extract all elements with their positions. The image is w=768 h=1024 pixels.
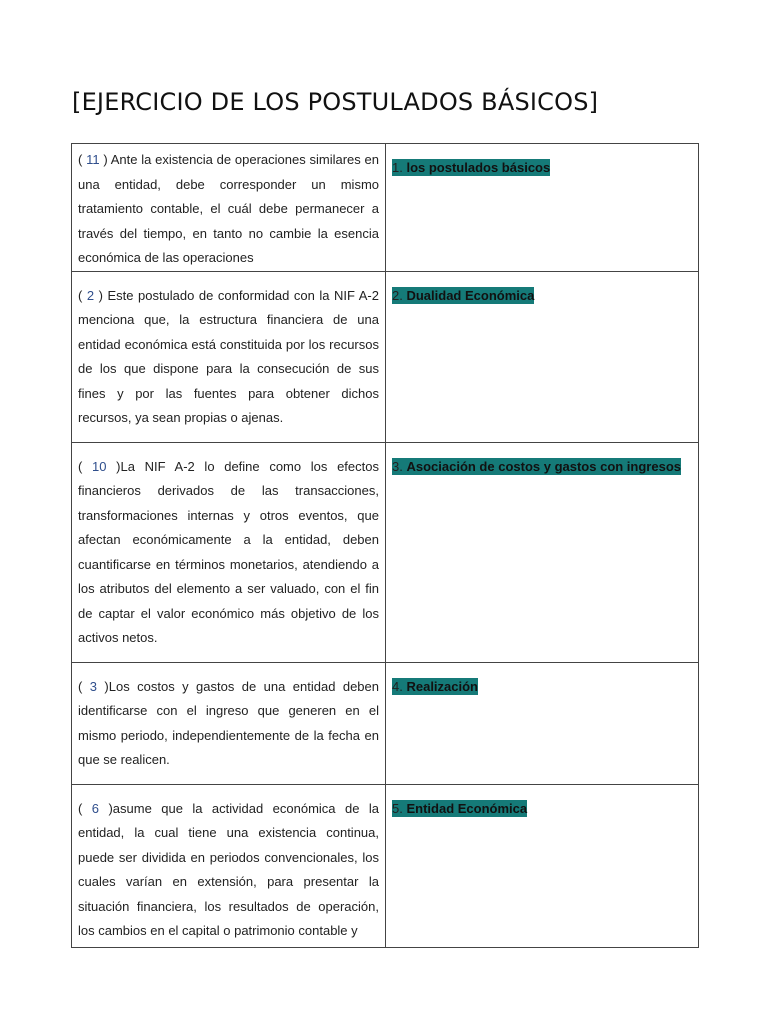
concept-cell [386,662,699,784]
concept-highlight [392,458,681,475]
concept-highlight [392,678,478,695]
statement-cell: ( 6 )asume que la actividad económica de la entidad, la cual tiene una existencia continua, puede ser dividida en periodos convencionales, los cuales varían en extensión, para presentar la situación financiera, los resultados de operación, los cambios en el capital o patrimonio contable y [72,784,386,947]
statement-text: )Los costos y gastos de una entidad deben identificarse con el ingreso que generen en el mismo periodo, independientemente de la fecha en que se realicen. [78,678,379,767]
postulates-table [71,143,699,948]
concept-label: Dualidad Económica [406,287,535,303]
concept-ordinal: 3. [392,458,403,474]
concept-cell [386,784,699,947]
statement-text: ) Ante la existencia de operaciones similares en una entidad, debe corresponder un mismo tratamiento contable, el cuál debe permanecer a través del tiempo, en tanto no cambie la esencia económica de las operaciones [78,152,379,265]
concept-label: Asociación de costos y gastos con ingresos [406,458,681,474]
answer-number: 11 [86,152,100,167]
concept-highlight [392,159,550,176]
table-row [72,662,699,784]
statement-text: ) Este postulado de conformidad con la NIF A-2 menciona que, la estructura financiera de una entidad económica está constituida por los recursos de los que dispone para la consecución de sus fines y por las fuentes para obtener dichos recursos, ya sean propias o ajenas. [78,287,379,425]
answer-number: 10 [92,458,107,474]
concept-label: Realización [406,678,478,694]
answer-number: 6 [91,800,100,816]
document-title: [EJERCICIO DE LOS POSTULADOS BÁSICOS] [72,88,599,116]
concept-ordinal: 2. [392,287,403,303]
concept-ordinal: 1. [392,160,403,175]
table-row [72,144,699,272]
statement-cell: ( 3 )Los costos y gastos de una entidad deben identificarse con el ingreso que generen en el mismo periodo, independientemente de la fecha en que se realicen. [72,662,386,784]
statement-cell: ( 11 ) Ante la existencia de operaciones similares en una entidad, debe corresponder un mismo tratamiento contable, el cuál debe permanecer a través del tiempo, en tanto no cambie la esencia económica de las operaciones [72,144,386,272]
concept-cell [386,271,699,442]
concept-highlight [392,800,527,817]
statement-text: )La NIF A-2 lo define como los efectos financieros derivados de las transacciones, transformaciones internas y otros eventos, que afectan económicamente a la entidad, deben cuantificarse en términos monetarios, atendiendo a los atributos del elemento a ser valuado, con el fin de captar el valor económico más objetivo de los activos netos. [78,458,379,645]
table-row [72,271,699,442]
table-row [72,784,699,947]
concept-label: Entidad Económica [406,800,528,816]
concept-highlight [392,287,534,304]
concept-label: los postulados básicos [406,160,551,175]
answer-number: 2 [86,287,95,303]
statement-cell: ( 2 ) Este postulado de conformidad con la NIF A-2 menciona que, la estructura financiera de una entidad económica está constituida por los recursos de los que dispone para la consecución de sus fines y por las fuentes para obtener dichos recursos, ya sean propias o ajenas. [72,271,386,442]
concept-cell [386,442,699,662]
concept-ordinal: 4. [392,678,403,694]
table-row [72,442,699,662]
statement-text: )asume que la actividad económica de la entidad, la cual tiene una existencia continua, puede ser dividida en periodos convencionales, los cuales varían en extensión, para presentar la situación financiera, los resultados de operación, los cambios en el capital o patrimonio contable y [78,800,379,938]
answer-number: 3 [89,678,97,694]
concept-cell [386,144,699,272]
statement-cell: ( 10 )La NIF A-2 lo define como los efectos financieros derivados de las transacciones, transformaciones internas y otros eventos, que afectan económicamente a la entidad, deben cuantificarse en términos monetarios, atendiendo a los atributos del elemento a ser valuado, con el fin de captar el valor económico más objetivo de los activos netos. [72,442,386,662]
concept-ordinal: 5. [392,800,403,816]
